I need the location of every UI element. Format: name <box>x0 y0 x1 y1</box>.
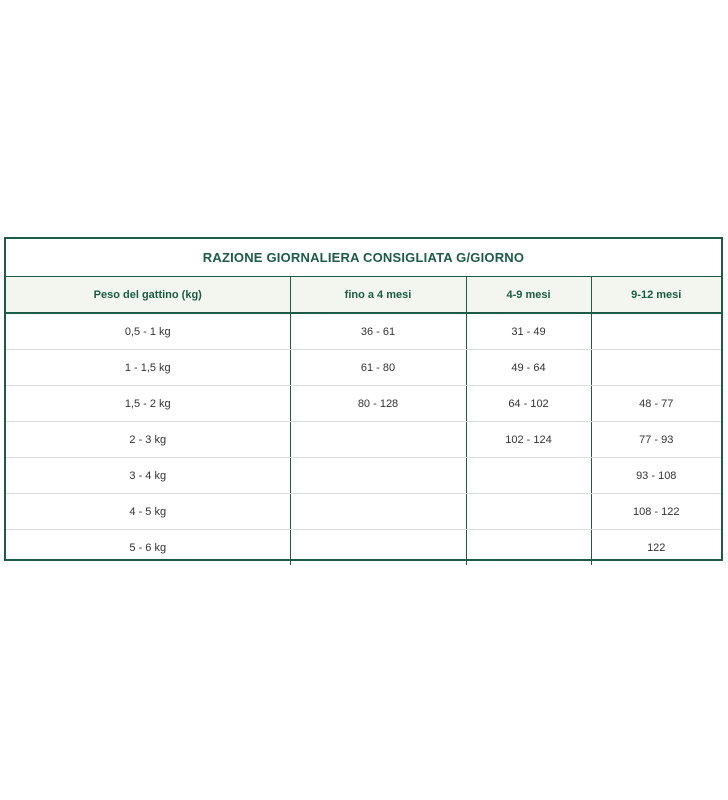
feeding-table <box>4 237 723 561</box>
table-row <box>6 422 721 458</box>
cell-value: 77 - 93 <box>591 422 721 458</box>
cell-value <box>290 458 466 494</box>
cell-value: 102 - 124 <box>466 422 591 458</box>
header-4-9-months: 4-9 mesi <box>466 277 591 313</box>
cell-value <box>466 530 591 566</box>
cell-value <box>290 530 466 566</box>
cell-value <box>290 494 466 530</box>
cell-value <box>466 458 591 494</box>
cell-value <box>591 350 721 386</box>
header-weight: Peso del gattino (kg) <box>6 277 290 313</box>
table-row <box>6 494 721 530</box>
table-row <box>6 530 721 566</box>
header-9-12-months: 9-12 mesi <box>591 277 721 313</box>
cell-value: 108 - 122 <box>591 494 721 530</box>
cell-weight: 2 - 3 kg <box>6 422 290 458</box>
cell-weight: 1,5 - 2 kg <box>6 386 290 422</box>
header-up-to-4-months: fino a 4 mesi <box>290 277 466 313</box>
cell-value: 93 - 108 <box>591 458 721 494</box>
cell-value: 80 - 128 <box>290 386 466 422</box>
cell-value: 49 - 64 <box>466 350 591 386</box>
table-row <box>6 350 721 386</box>
cell-weight: 5 - 6 kg <box>6 530 290 566</box>
cell-value: 31 - 49 <box>466 313 591 350</box>
cell-value: 36 - 61 <box>290 313 466 350</box>
cell-weight: 4 - 5 kg <box>6 494 290 530</box>
cell-value <box>466 494 591 530</box>
table-row <box>6 386 721 422</box>
header-row <box>6 277 721 313</box>
cell-value: 122 <box>647 541 666 554</box>
table-row <box>6 458 721 494</box>
cell-value: 48 - 77 <box>591 386 721 422</box>
cell-weight: 0,5 - 1 kg <box>6 313 290 350</box>
cell-value <box>290 422 466 458</box>
cell-value: 64 - 102 <box>466 386 591 422</box>
table-row <box>6 313 721 350</box>
cell-value <box>591 313 721 350</box>
ration-table <box>6 277 721 565</box>
table-title: RAZIONE GIORNALIERA CONSIGLIATA G/GIORNO <box>6 239 721 277</box>
cell-weight: 3 - 4 kg <box>6 458 290 494</box>
cell-weight: 1 - 1,5 kg <box>6 350 290 386</box>
cell-value: 61 - 80 <box>290 350 466 386</box>
